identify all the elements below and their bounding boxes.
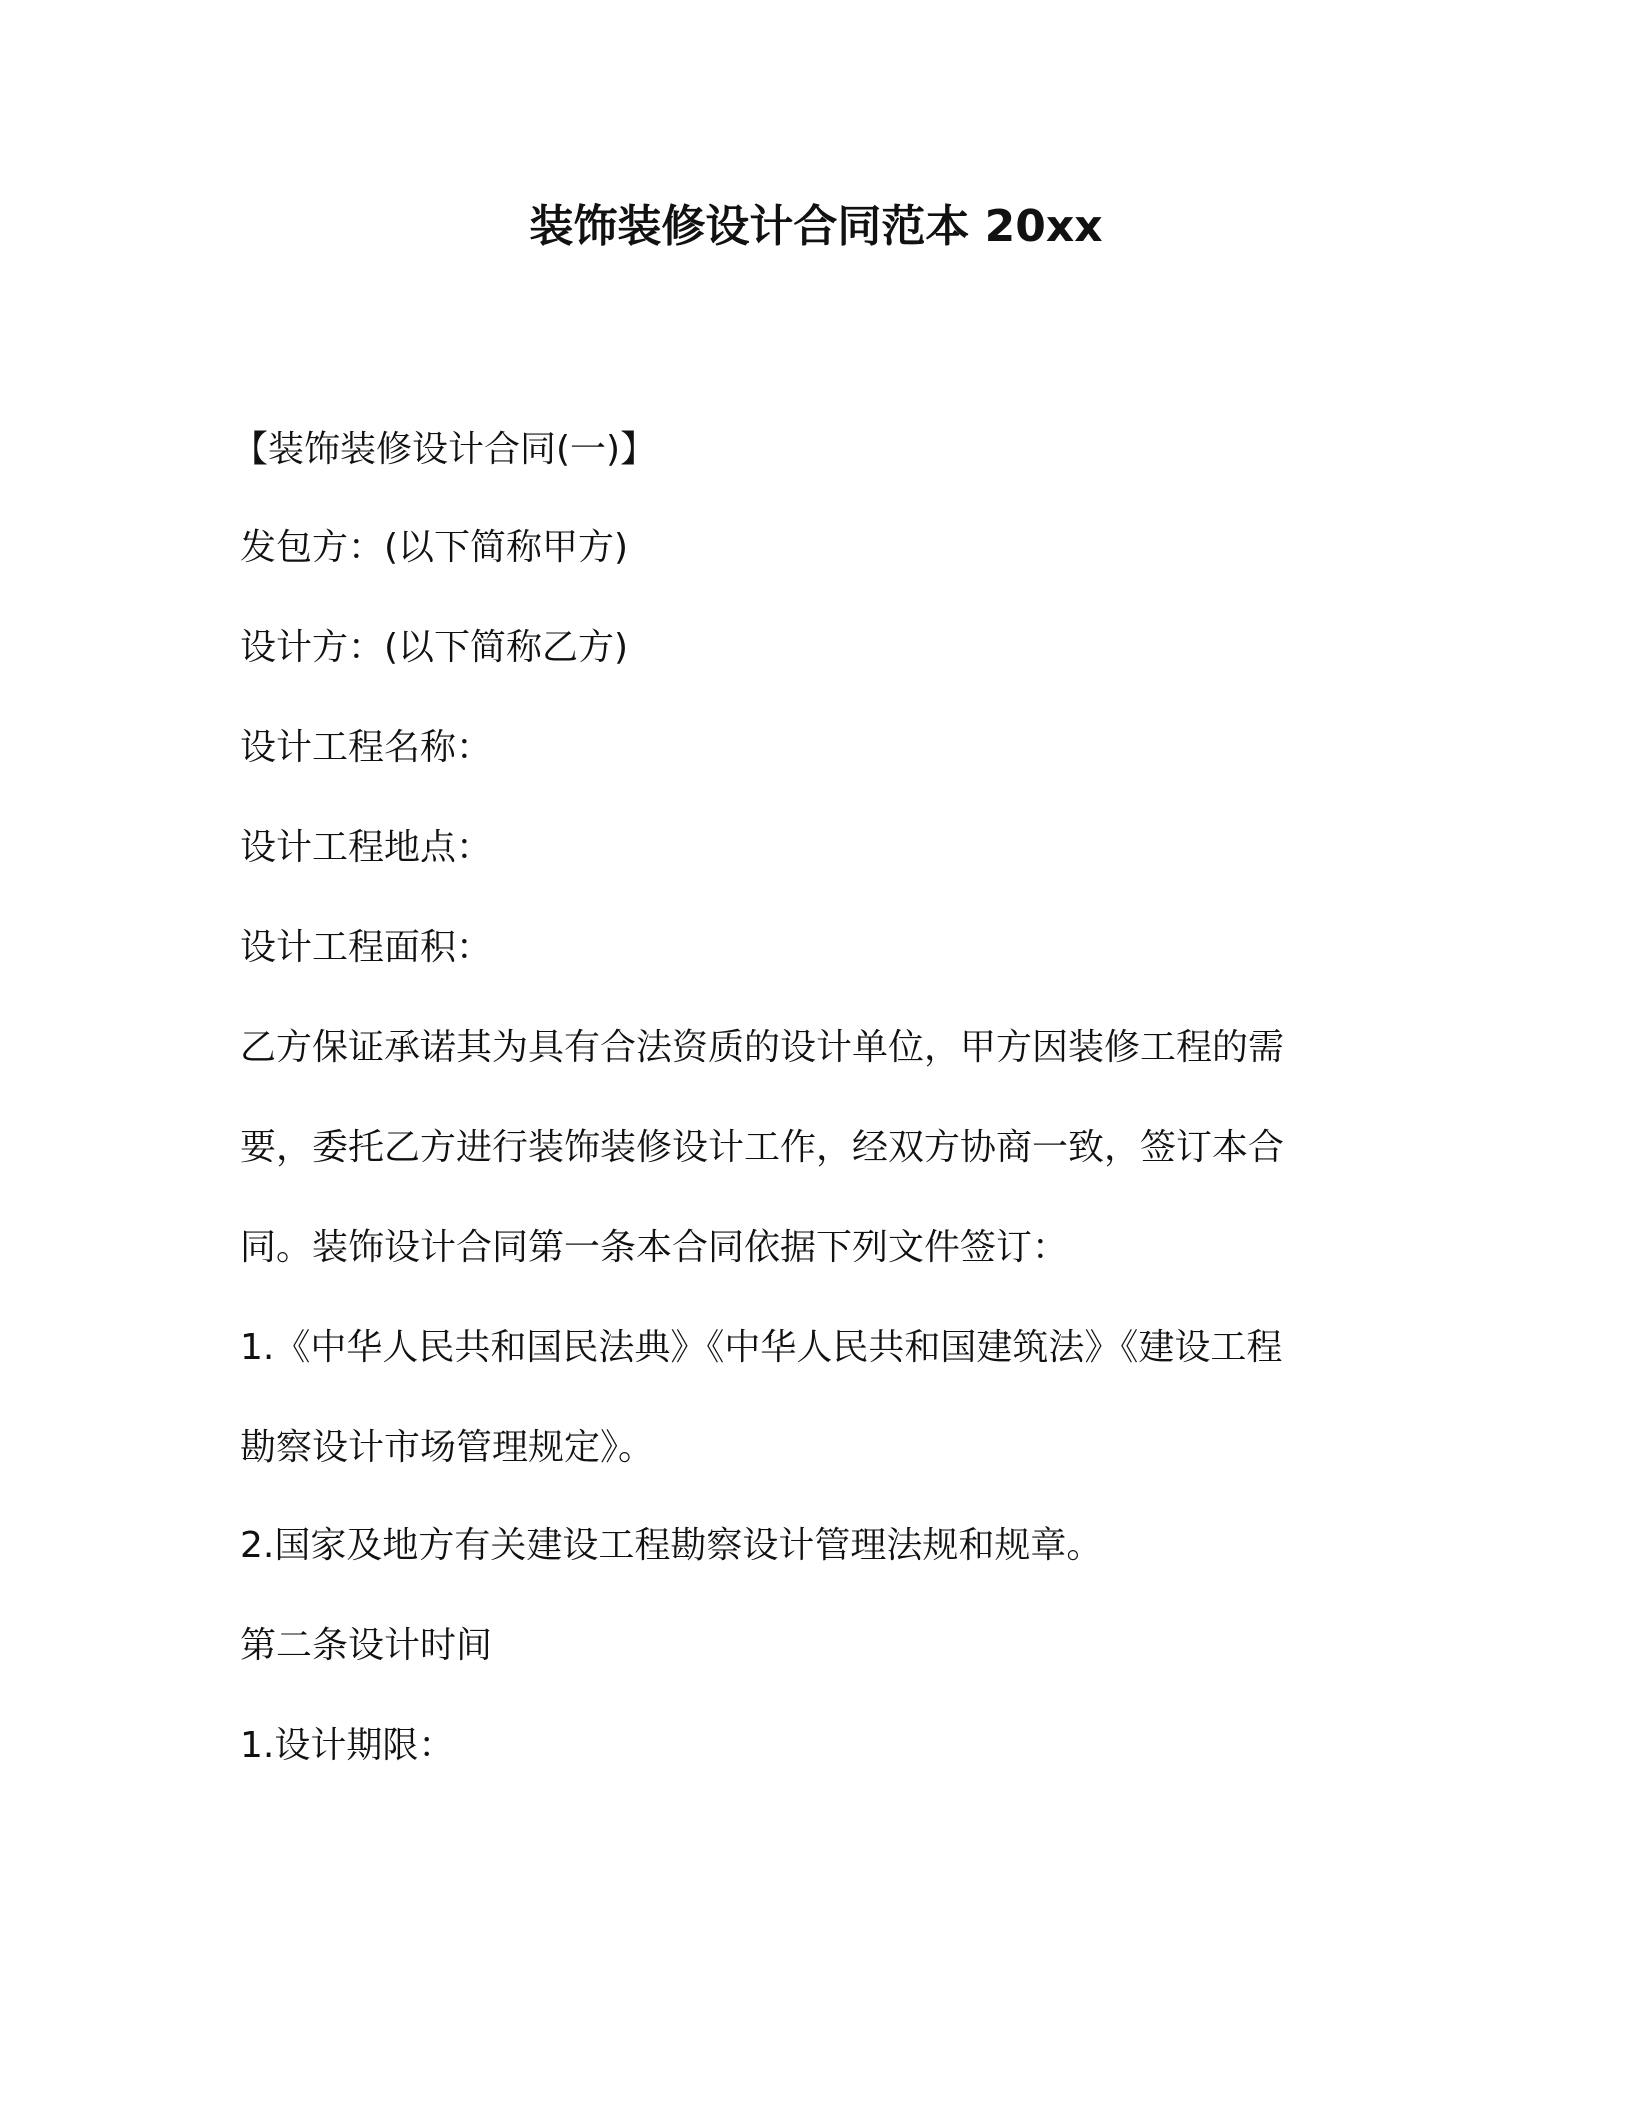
party-a-line: 发包方：(以下简称甲方): [240, 527, 629, 568]
list-item-1-line-2: 勘察设计市场管理规定》。: [240, 1427, 655, 1468]
list-item-1-line-1: 1.《中华人民共和国民法典》《中华人民共和国建筑法》《建设工程: [240, 1327, 1283, 1368]
section-heading: 【装饰装修设计合同(一)】: [232, 429, 657, 470]
body-paragraph-line-1: 乙方保证承诺其为具有合法资质的设计单位，甲方因装修工程的需: [240, 1027, 1285, 1068]
design-period-line: 1.设计期限：: [240, 1725, 455, 1766]
article-two-heading: 第二条设计时间: [240, 1625, 493, 1666]
project-location-line: 设计工程地点：: [240, 827, 493, 868]
project-name-line: 设计工程名称：: [240, 727, 493, 768]
document-title: 装饰装修设计合同范本 20xx: [529, 201, 1103, 252]
body-paragraph-line-3: 同。装饰设计合同第一条本合同依据下列文件签订：: [240, 1227, 1069, 1268]
project-area-line: 设计工程面积：: [240, 927, 493, 968]
party-b-line: 设计方：(以下简称乙方): [240, 627, 629, 668]
list-item-2: 2.国家及地方有关建设工程勘察设计管理法规和规章。: [240, 1525, 1103, 1566]
body-paragraph-line-2: 要，委托乙方进行装饰装修设计工作，经双方协商一致，签订本合: [240, 1127, 1285, 1168]
